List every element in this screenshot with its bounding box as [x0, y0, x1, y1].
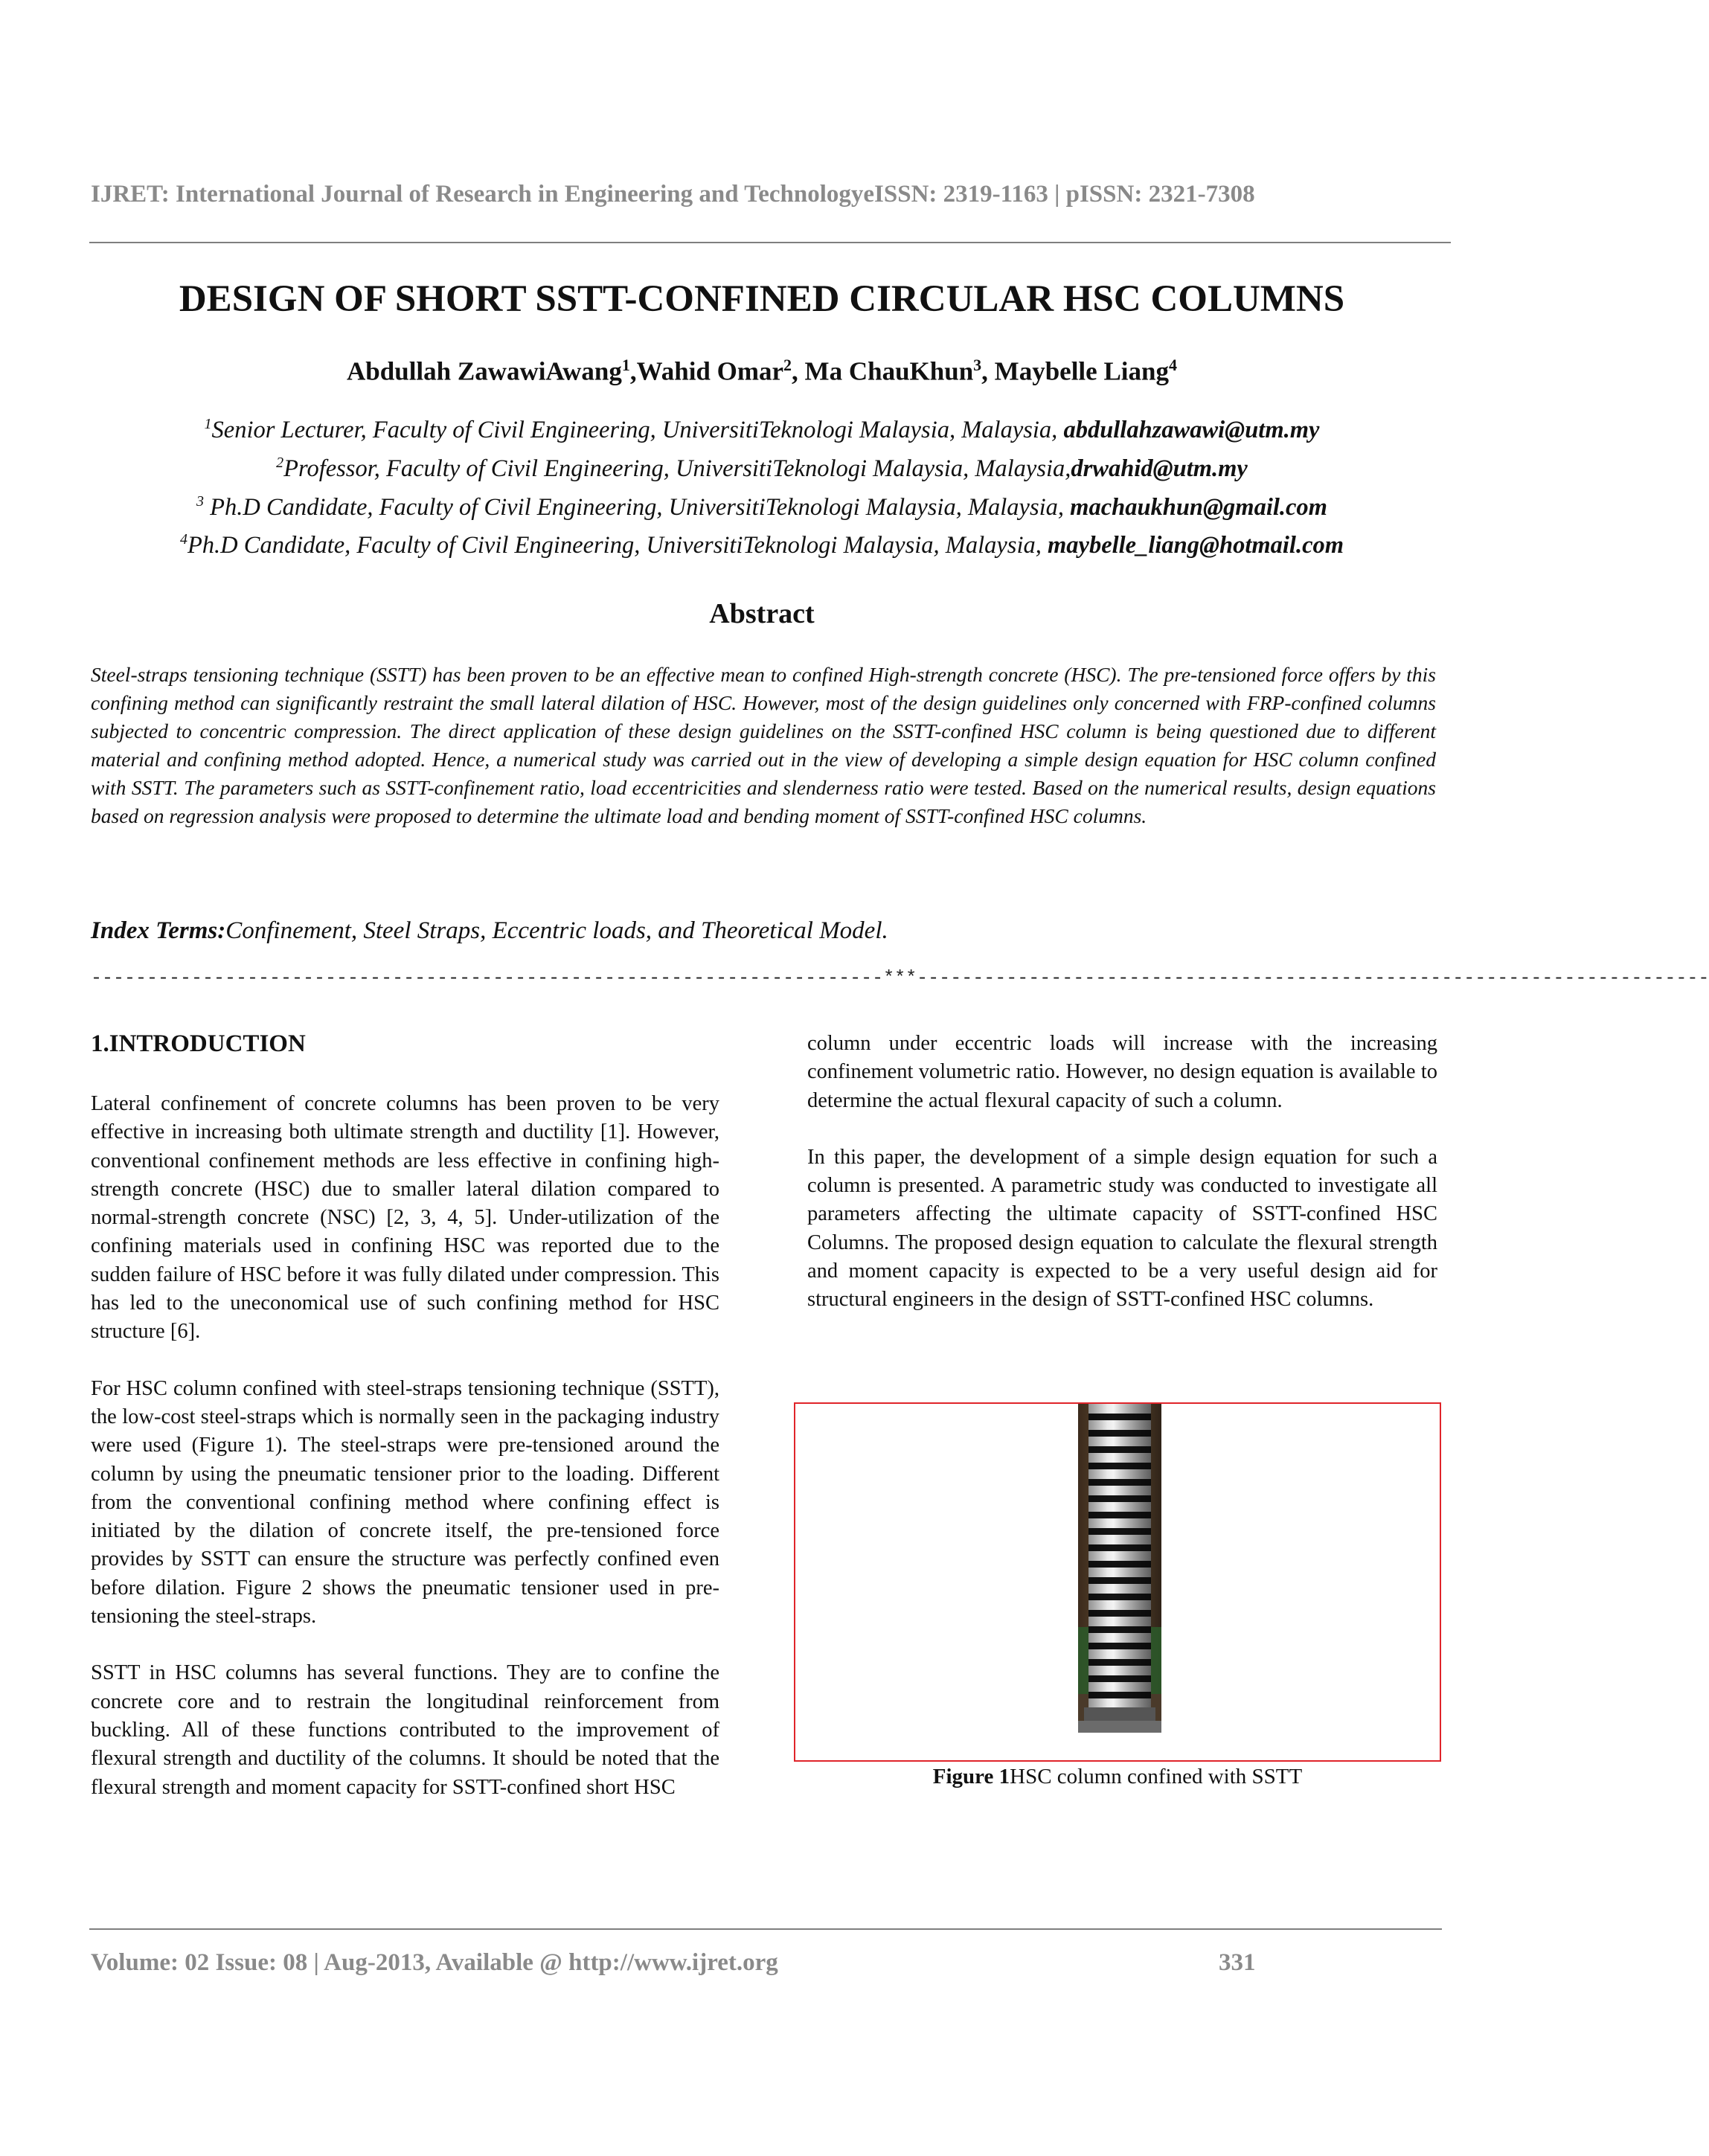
- author-name: Abdullah ZawawiAwang: [347, 356, 622, 386]
- affiliation-email[interactable]: drwahid@utm.my: [1071, 455, 1248, 482]
- affiliation-sup: 3: [196, 493, 205, 510]
- affiliation-email[interactable]: maybelle_liang@hotmail.com: [1047, 532, 1344, 559]
- figure-1-frame: [794, 1402, 1441, 1762]
- author-sup: 3: [973, 356, 982, 374]
- affiliation-text: Ph.D Candidate, Faculty of Civil Engineering, UniversitiTeknologi Malaysia, Malaysia,: [187, 532, 1048, 559]
- author-separator: ,: [981, 356, 995, 386]
- author-separator: ,: [792, 356, 805, 386]
- affiliation-text: Professor, Faculty of Civil Engineering, UniversitiTeknologi Malaysia, Malaysia,: [283, 455, 1071, 482]
- affiliation-line: [0, 446, 1524, 485]
- affiliation-sup: 1: [204, 416, 212, 432]
- footer-volume: Volume: 02 Issue: 08 | Aug-2013, Available @ http://www.ijret.org: [91, 1949, 778, 1976]
- author-name: Wahid Omar: [636, 356, 784, 386]
- footer-rule: [89, 1928, 1442, 1930]
- section-separator: -----------------------------------------------------------------------***-----------------------------------------------------------------------: [91, 967, 1709, 989]
- affiliation-sup: 2: [276, 454, 284, 471]
- author-sup: 1: [621, 356, 630, 374]
- journal-header: IJRET: International Journal of Research in Engineering and TechnologyeISSN: 2319-1163 | pISSN: 2321-7308: [91, 181, 1255, 208]
- abstract-heading: Abstract: [709, 598, 815, 629]
- left-column: [91, 1090, 719, 1830]
- paragraph: For HSC column confined with steel-straps tensioning technique (SSTT), the low-cost steel-straps which is normally seen in the packaging industry were used (Figure 1). The steel-straps were pre-tensioned around the column by using the pneumatic tensioner prior to the loading. Different from the conventional confining method where confining effect is initiated by the dilation of concrete itself, the pre-tensioned force provides by SSTT can ensure the structure was perfectly confined even before dilation. Figure 2 shows the pneumatic tensioner used in pre-tensioning the steel-straps.: [91, 1376, 719, 1629]
- header-rule: [89, 242, 1451, 243]
- figure-caption-text: HSC column confined with SSTT: [1010, 1765, 1303, 1788]
- affiliation-line: [0, 523, 1524, 562]
- paragraph: column under eccentric loads will increase with the increasing confinement volumetric ratio. However, no design equation is available to determine the actual flexural capacity of such a column.: [807, 1032, 1437, 1112]
- affiliation-line: [0, 485, 1524, 524]
- index-terms-text: Confinement, Steel Straps, Eccentric loads, and Theoretical Model.: [225, 917, 888, 944]
- author-name: Maybelle Liang: [994, 356, 1169, 386]
- abstract-body: Steel-straps tensioning technique (SSTT) has been proven to be an effective mean to confined High-strength concrete (HSC). The pre-tensioned force offers by this confining method can significantly restraint the small lateral dilation of HSC. However, most of the design guidelines only concerned with FRP-confined columns subjected to concentric compression. The direct application of these design guidelines on the SSTT-confined HSC column is being questioned due to different material and confining method adopted. Hence, a numerical study was carried out in the view of developing a simple design equation for HSC column confined with SSTT. The parameters such as SSTT-confinement ratio, load eccentricities and slenderness ratio were tested. Based on the numerical results, design equations based on regression analysis were proposed to determine the ultimate load and bending moment of SSTT-confined HSC columns.: [91, 663, 1436, 827]
- author-separator: ,: [629, 356, 637, 386]
- paragraph: Lateral confinement of concrete columns has been proven to be very effective in increasing both ultimate strength and ductility [1]. However, conventional confinement methods are less effective in confining high-strength concrete (HSC) due to smaller lateral dilation compared to normal-strength concrete (NSC) [2, 3, 4, 5]. Under-utilization of the confining materials used in confining HSC was reported due to the sudden failure of HSC before it was fully dilated under compression. This has led to the uneconomical use of such confining method for HSC structure [6].: [91, 1092, 719, 1344]
- affiliation-sup: 4: [179, 531, 187, 548]
- affiliations: [0, 408, 1524, 562]
- author-name: Ma ChauKhun: [804, 356, 974, 386]
- right-column: [807, 1030, 1437, 1343]
- paragraph: In this paper, the development of a simple design equation for such a column is presented. A parametric study was conducted to investigate all parameters affecting the ultimate capacity of SSTT-confined HSC Columns. The proposed design equation to calculate the flexural strength and moment capacity is expected to be a very useful design aid for structural engineers in the design of SSTT-confined HSC columns.: [807, 1145, 1437, 1312]
- column-photo: [1078, 1404, 1161, 1733]
- figure-label: Figure 1: [932, 1765, 1010, 1788]
- index-terms-label: Index Terms:: [91, 917, 226, 944]
- affiliation-line: [0, 408, 1524, 446]
- column-photo-svg: [1078, 1404, 1161, 1733]
- author-list: [0, 356, 1524, 387]
- paper-title: DESIGN OF SHORT SSTT-CONFINED CIRCULAR HSC COLUMNS: [179, 278, 1345, 320]
- affiliation-text: Ph.D Candidate, Faculty of Civil Engineering, UniversitiTeknologi Malaysia, Malaysia,: [204, 493, 1071, 521]
- section-heading: 1.INTRODUCTION: [91, 1030, 306, 1057]
- page-number: 331: [1219, 1949, 1256, 1976]
- index-terms: [91, 917, 1436, 945]
- affiliation-email[interactable]: abdullahzawawi@utm.my: [1063, 416, 1320, 443]
- affiliation-text: Senior Lecturer, Faculty of Civil Engineering, UniversitiTeknologi Malaysia, Malaysia,: [211, 416, 1064, 443]
- figure-1-caption: [794, 1765, 1441, 1789]
- author-sup: 4: [1168, 356, 1177, 374]
- author-sup: 2: [783, 356, 792, 374]
- affiliation-email[interactable]: machaukhun@gmail.com: [1070, 493, 1327, 521]
- paragraph: SSTT in HSC columns has several functions. They are to confine the concrete core and to restrain the longitudinal reinforcement from buckling. All of these functions contributed to the improvement of flexural strength and ductility of the columns. It should be noted that the flexural strength and moment capacity for SSTT-confined short HSC: [91, 1661, 719, 1799]
